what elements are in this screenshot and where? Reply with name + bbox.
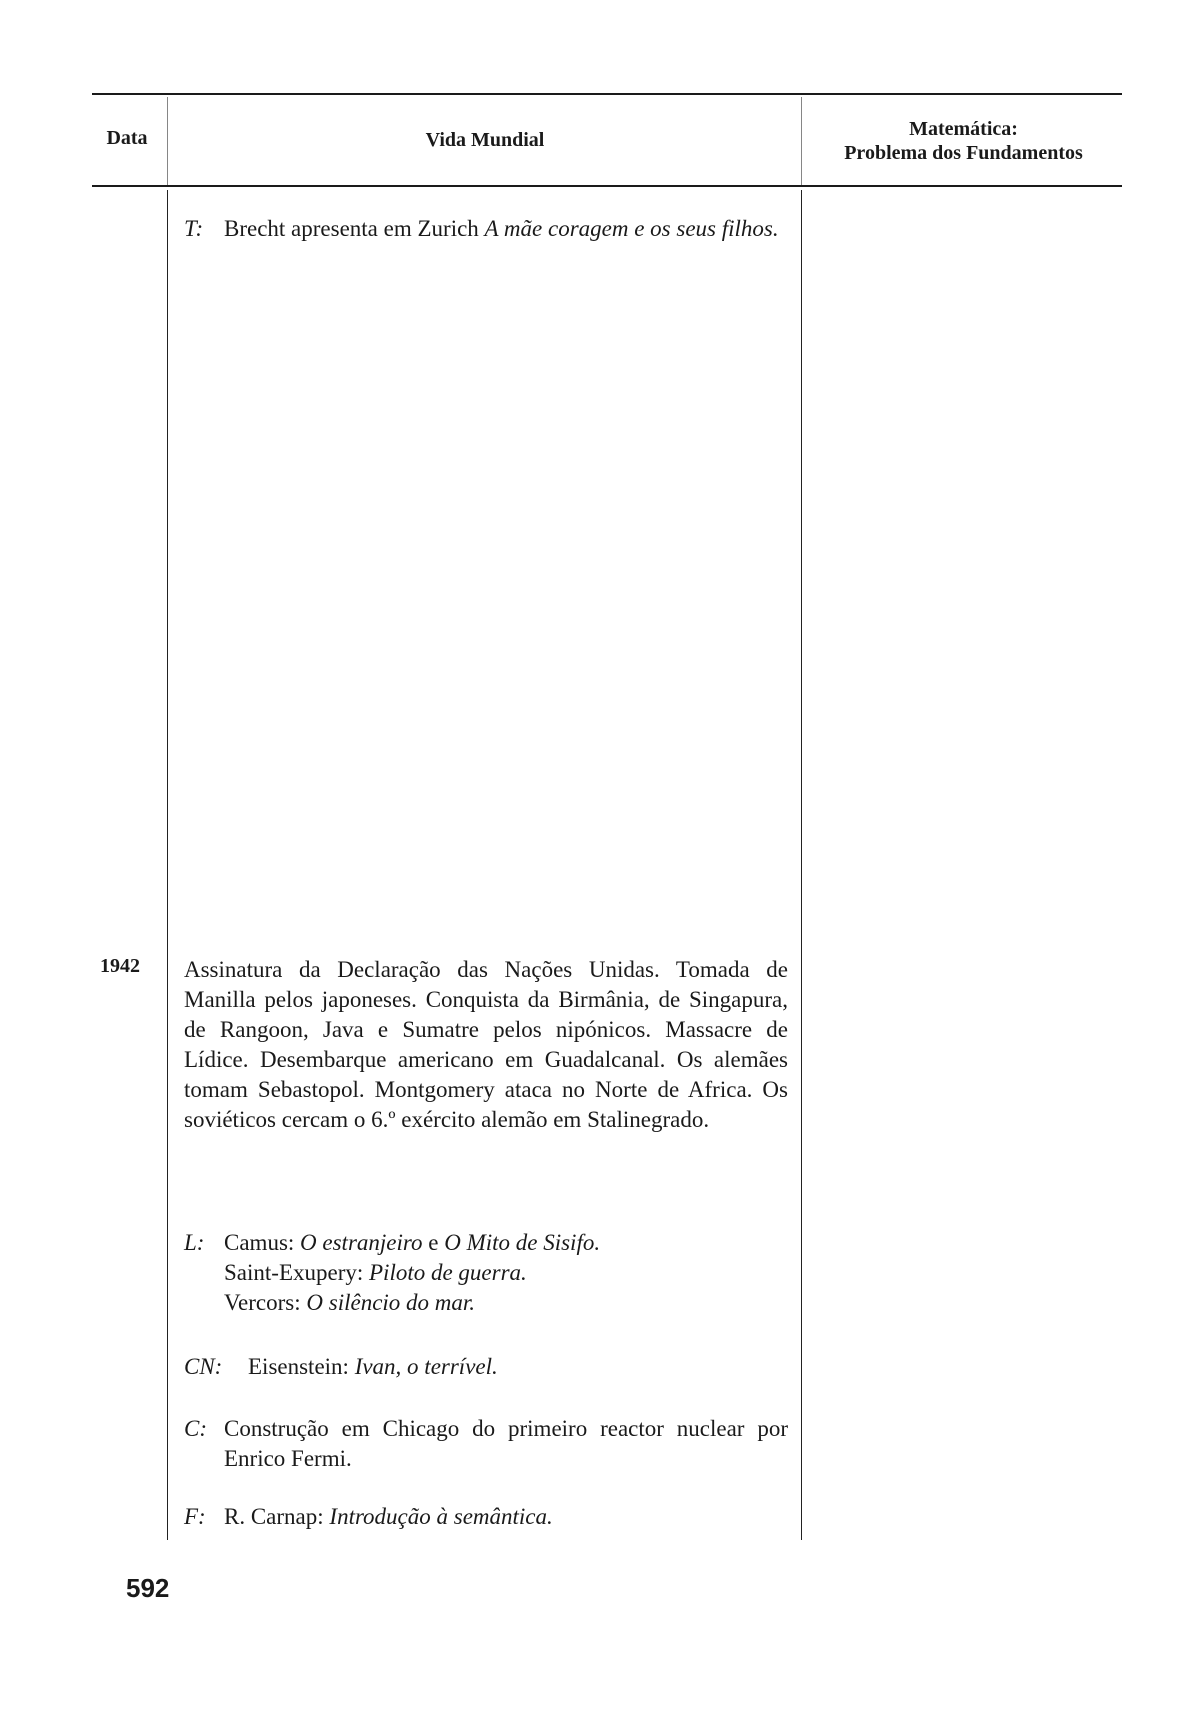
work-title: O silêncio do mar. [306,1290,476,1315]
event-paragraph-1942: Assinatura da Declaração das Nações Unidas. Tomada de Manilla pelos japoneses. Conquista da Birmânia, de Singapura, de Rangoon, Java e Sumatre pelos nipónicos. Massacre de Lídice. Desembarque americano em Guadalcanal. Os alemães tomam Sebastopol. Montgomery ataca no Norte de Africa. Os soviéticos cercam o 6.º exército alemão em Stalinegrado. [184,957,788,1132]
work-title: Introdução à semântica. [329,1504,553,1529]
entry-line [224,1228,788,1258]
author: R. Carnap: [224,1504,330,1529]
work-title: O estranjeiro [300,1230,423,1255]
entry-tag: F: [184,1504,206,1529]
entry-science [184,1414,788,1474]
entry-line [224,1288,788,1318]
entry-body [224,1228,788,1318]
author: Eisenstein: [248,1354,355,1379]
column-header-world-life: Vida Mundial [425,129,545,151]
entry-body [224,1502,788,1532]
column-header-date: Data [106,127,148,149]
top-rule [92,93,1122,95]
entry-cinema [184,1352,788,1382]
entry-body: Construção em Chicago do primeiro reactor nuclear por Enrico Fermi. [224,1416,788,1471]
entry-tag: L: [184,1230,205,1255]
column-divider-date [167,190,168,1540]
header-rule [92,185,1122,187]
author: Vercors: [224,1290,307,1315]
entry-tag: T: [184,216,204,241]
work-title: A mãe coragem e os seus filhos. [484,216,779,241]
column-divider-date-header [167,97,168,185]
work-title: O Mito de Sisifo. [444,1230,601,1255]
entry-theatre [184,214,788,244]
page-number: 592 [126,1573,170,1603]
entry-body [248,1352,788,1382]
entry-tag: CN: [184,1354,223,1379]
column-divider-math-header [801,97,802,185]
conjunction: e [422,1230,445,1255]
author: Saint-Exupery: [224,1260,369,1285]
entry-philosophy [184,1502,788,1532]
entry-line [224,1258,788,1288]
entry-body [224,214,788,244]
year-label: 1942 [100,955,140,977]
column-header-mathematics-line1: Matemática: [909,118,1018,140]
entry-tag: C: [184,1416,207,1441]
column-header-mathematics-line2: Problema dos Fundamentos [844,142,1083,164]
work-title: Ivan, o terrível. [354,1354,498,1379]
work-title: Piloto de guerra. [369,1260,527,1285]
entry-literature [184,1228,788,1318]
author: Camus: [224,1230,301,1255]
column-header-mathematics [805,117,1122,165]
entry-text: Brecht apresenta em Zurich [224,216,485,241]
column-divider-math [801,190,802,1540]
